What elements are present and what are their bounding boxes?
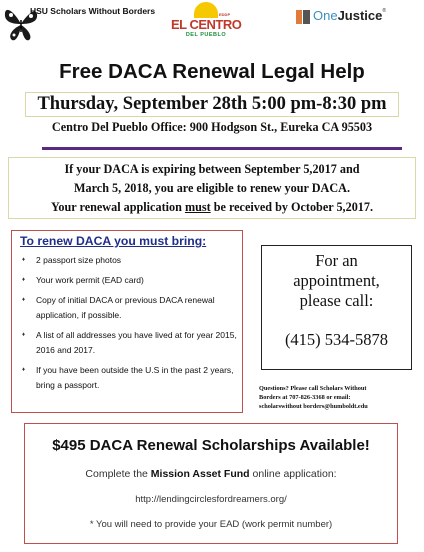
page-title: Free DACA Renewal Legal Help	[59, 60, 365, 83]
eligibility-must: must	[184, 200, 211, 214]
centro-name: EL CENTRO	[171, 17, 242, 32]
onejustice-logo	[296, 8, 406, 30]
list-item: ♦ If you have been outside the U.S in the past 2 years, bring a passport.	[22, 363, 237, 393]
list-item: ♦ 2 passport size photos	[22, 253, 237, 268]
event-location: Centro Del Pueblo Office: 900 Hodgson St., Eureka CA 95503	[51, 120, 373, 134]
questions-line-2: Borders at 707-826-3368 or email:	[259, 394, 351, 401]
hsu-scholars-logo	[2, 2, 156, 46]
onejustice-reg: ®	[382, 8, 387, 14]
bring-heading: To renew DACA you must bring:	[20, 234, 207, 248]
eligibility-line-1: If your DACA is expiring between September 5,2017 and	[64, 162, 360, 176]
list-item: ♦ Your work permit (EAD card)	[22, 273, 237, 288]
appointment-line-1: For an	[315, 251, 358, 270]
eligibility-line-3	[8, 200, 416, 215]
hsu-name: HSU Scholars Without Borders	[30, 6, 156, 16]
mission-asset-fund: Mission Asset Fund	[150, 468, 250, 480]
scholarship-instructions	[24, 468, 398, 480]
scholarship-url-link[interactable]: http://lendingcirclesfordreamers.org/	[135, 494, 287, 505]
centro-tag: EDDP	[219, 12, 231, 17]
eligibility-line-3-start: Your renewal application	[50, 200, 185, 214]
scholarship-note: * You will need to provide your EAD (work permit number)	[89, 519, 333, 530]
scholarship-instructions-start: Complete the	[85, 468, 151, 480]
appointment-line-3: please call:	[299, 291, 374, 310]
onejustice-one: One	[313, 8, 338, 23]
bring-list	[22, 253, 237, 398]
list-item: ♦ Copy of initial DACA or previous DACA renewal application, if possible.	[22, 293, 237, 323]
questions-email[interactable]: scholarswithout borders@humboldt.edu	[259, 403, 368, 410]
centro-subname: DEL PUEBLO	[185, 32, 227, 38]
appointment-line-2: appointment,	[293, 271, 380, 290]
list-item: ♦ A list of all addresses you have lived at for year 2015, 2016 and 2017.	[22, 328, 237, 358]
questions-line-1: Questions? Please call Scholars Without	[259, 385, 367, 392]
sun-icon	[194, 2, 218, 18]
onejustice-justice: Justice	[337, 8, 383, 23]
scholarship-title: $495 DACA Renewal Scholarships Available!	[52, 437, 370, 454]
event-date-time: Thursday, September 28th 5:00 pm-8:30 pm	[37, 94, 387, 114]
el-centro-logo	[171, 2, 241, 50]
eligibility-line-2: March 5, 2018, you are eligible to renew your DACA.	[74, 181, 350, 195]
scholarship-instructions-end: online application:	[249, 468, 337, 480]
eligibility-line-3-end: be received by October 5,2017.	[210, 200, 374, 214]
appointment-phone[interactable]: (415) 534-5878	[284, 330, 389, 349]
onejustice-mark-icon	[296, 10, 310, 24]
divider	[42, 147, 402, 150]
